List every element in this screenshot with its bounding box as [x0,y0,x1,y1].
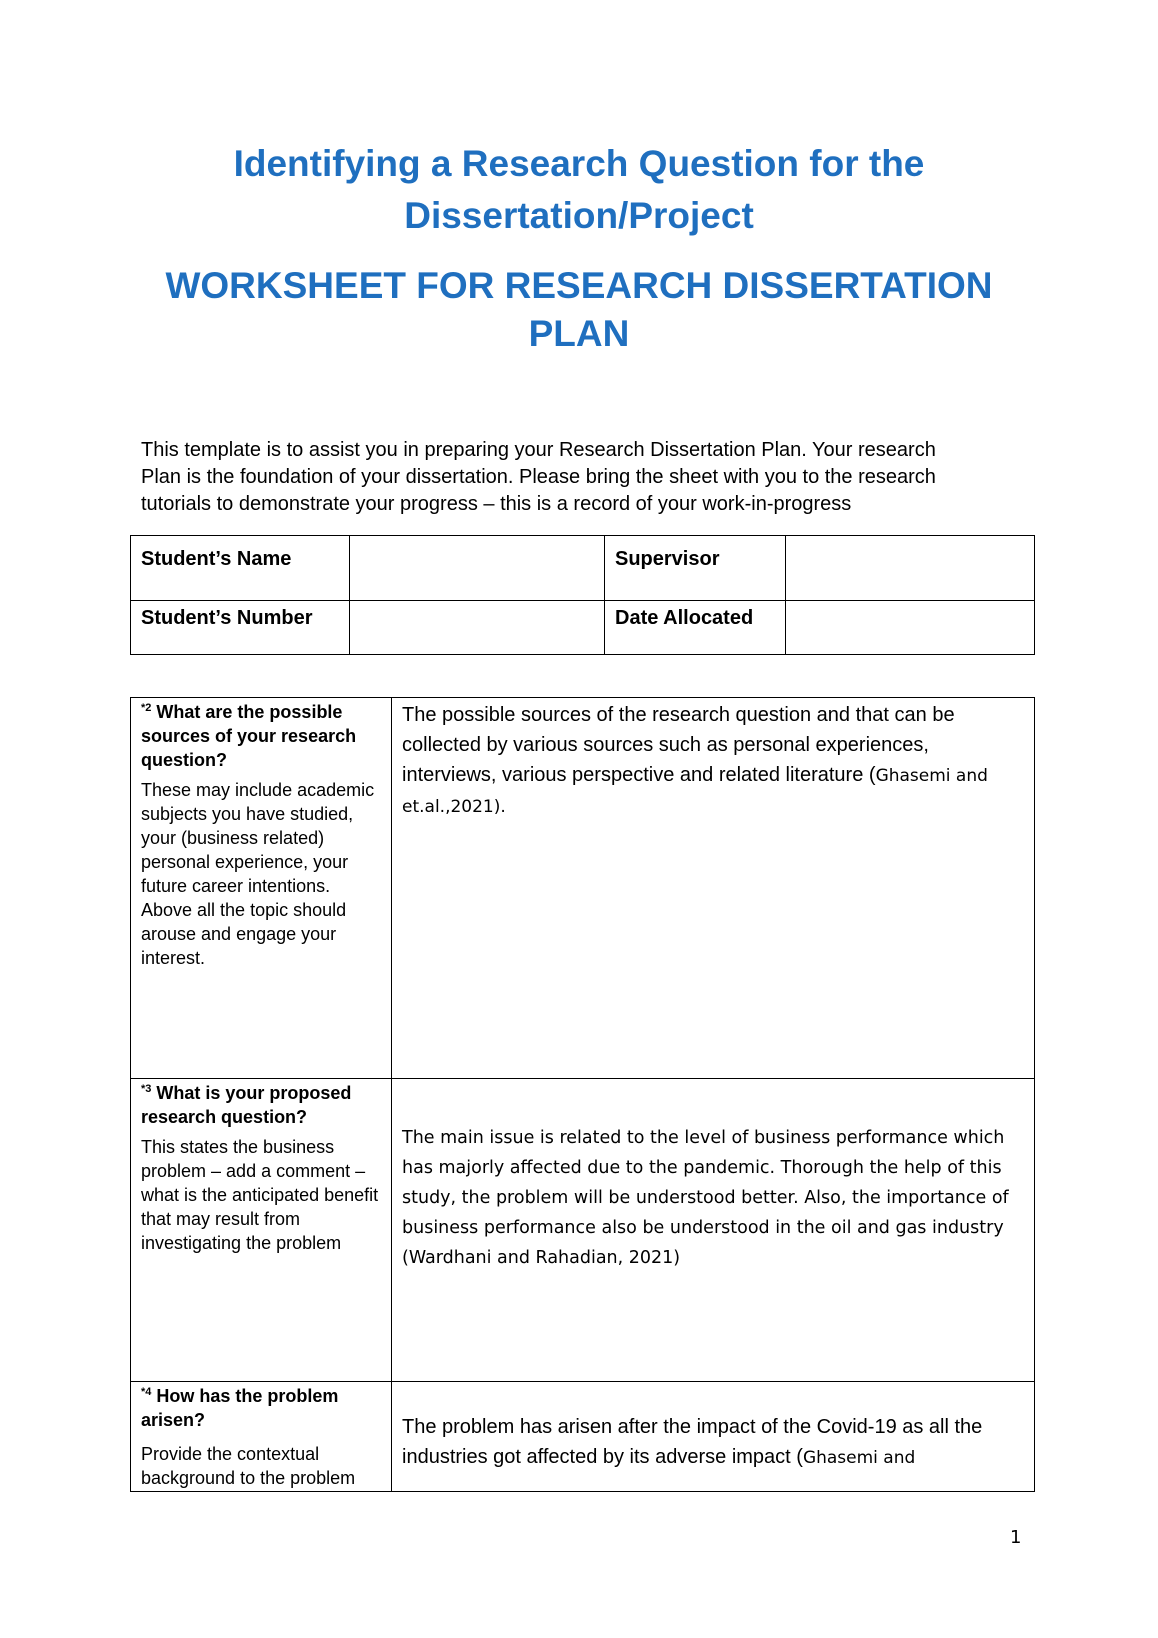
question-row-2 [131,698,1035,1079]
worksheet-heading-line-1: WORKSHEET FOR RESEARCH DISSERTATION [165,265,993,306]
question-cell [131,1382,392,1492]
question-marker: *3 [141,1083,152,1095]
answer-cell[interactable] [392,1382,1035,1492]
question-marker: *4 [141,1386,152,1398]
student-name-field[interactable] [350,536,605,601]
question-title-text: What is your proposed research question? [141,1083,352,1127]
title-line-2: Dissertation/Project [404,195,754,236]
question-title [141,1384,381,1432]
answer-cell[interactable] [392,1079,1035,1382]
intro-line-1: This template is to assist you in preparing your Research Dissertation Plan. Your research [141,439,936,461]
question-row-3 [131,1079,1035,1382]
page-number: 1 [1010,1527,1022,1548]
supervisor-label: Supervisor [605,536,786,601]
questions-table [130,697,1035,1492]
info-row-1 [131,536,1035,601]
info-row-2 [131,601,1035,655]
question-row-4 [131,1382,1035,1492]
student-number-label: Student’s Number [131,601,350,655]
intro-paragraph [141,437,1041,518]
question-title [141,1081,381,1129]
student-name-label: Student’s Name [131,536,350,601]
answer-cell[interactable] [392,698,1035,1079]
student-info-table [130,535,1035,655]
answer-citation: Ghasemi and [802,1448,916,1468]
question-help-text: Provide the contextual background to the problem [141,1444,356,1488]
answer-text: The main issue is related to the level of business performance which has majorly affected due to the pandemic. Thorough the help of this study, the problem will be understood better. Also, the importance of business performance also be understood in the oil and gas industry (Wardhani and Rahadian, 2021) [402,1128,1009,1268]
worksheet-heading-line-2: PLAN [528,313,630,354]
intro-line-3: tutorials to demonstrate your progress – this is a record of your work-in-progress [141,493,852,515]
student-number-field[interactable] [350,601,605,655]
date-allocated-field[interactable] [786,601,1035,655]
answer-citation: Ghasemi and et.al.,2021). [402,766,988,817]
supervisor-field[interactable] [786,536,1035,601]
question-cell [131,698,392,1079]
title-line-1: Identifying a Research Question for the [233,143,925,184]
answer-text: The problem has arisen after the impact of the Covid-19 as all the industries got affected by its adverse impact ( [402,1416,983,1468]
question-title [141,700,381,772]
question-marker: *2 [141,702,152,714]
question-help-text: This states the business problem – add a comment – what is the anticipated benefit that may result from investigating the problem [141,1137,379,1253]
date-allocated-label: Date Allocated [605,601,786,655]
intro-line-2: Plan is the foundation of your dissertation. Please bring the sheet with you to the research [141,466,936,488]
worksheet-heading [0,262,1158,358]
question-help-text: These may include academic subjects you have studied, your (business related) personal experience, your future career intentions. Above all the topic should arouse and engage your interest. [141,780,375,968]
document-title [0,138,1158,242]
question-title-text: How has the problem arisen? [141,1386,339,1430]
question-title-text: What are the possible sources of your research question? [141,702,357,770]
answer-text: The possible sources of the research question and that can be collected by various sources such as personal experiences, interviews, various perspective and related literature ( [402,704,955,786]
question-cell [131,1079,392,1382]
